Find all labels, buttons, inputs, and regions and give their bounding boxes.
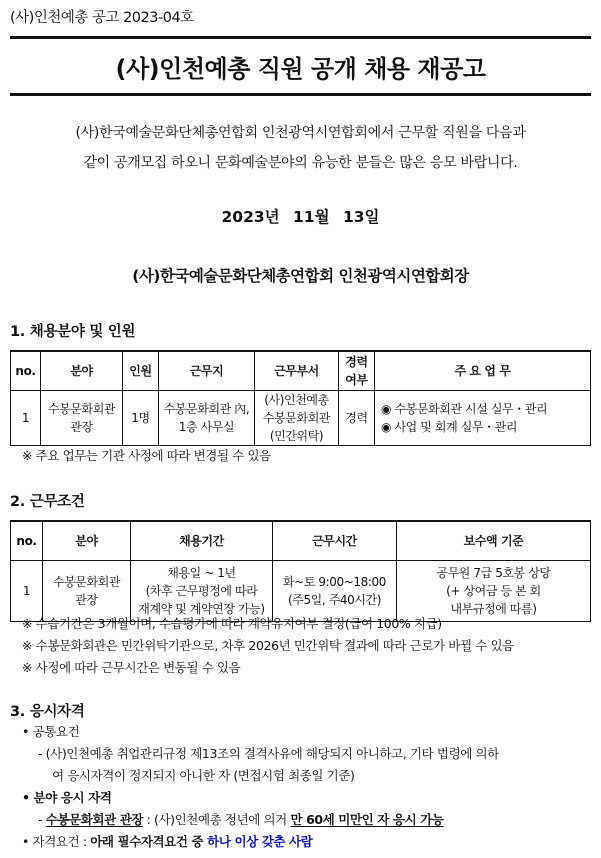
col-header-duties: 주 요 업 무 — [375, 351, 591, 391]
col-header-place: 근무지 — [159, 351, 255, 391]
common-requirements-label: • 공통요건 — [22, 722, 79, 740]
common-requirement-line-2: 여 응시자격이 정지되지 아니한 자 (면접시험 최종일 기준) — [52, 768, 355, 783]
cell-pay-line: 내부규정에 따름) — [450, 602, 537, 616]
table-header-row — [11, 521, 591, 561]
dash: - — [38, 812, 46, 827]
intro-line-1: (사)한국예술문화단체총연합회 인천광역시연합회에서 근무할 직원을 다음과 — [75, 125, 526, 141]
field-name: 수봉문화회관 관장 — [45, 812, 144, 827]
cell-field-line: 수봉문화회관 — [47, 402, 116, 416]
intro-paragraph — [14, 118, 587, 178]
requirements-bold: 아래 필수자격요건 중 — [90, 834, 208, 849]
section-2-note: ※ 수봉문화회관은 민간위탁기관으로, 차후 2026년 민간위탁 결과에 따라 근로가 바뀔 수 있음 — [22, 638, 514, 653]
requirements-prefix: 자격요건 : — [32, 834, 91, 849]
cell-dept-line: (민간위탁) — [269, 429, 324, 443]
cell-dept-line: (사)인천예총 — [264, 393, 329, 407]
organization-signature: (사)한국예술문화단체총연합회 인천광역시연합회장 — [132, 267, 469, 285]
section-1-title: 1. 채용분야 및 인원 — [10, 324, 136, 340]
cell-pay — [397, 561, 591, 622]
cell-period-line: (차후 근무평정에 따라 — [145, 584, 258, 598]
cell-place — [159, 391, 255, 446]
cell-place-line: 1층 사무실 — [178, 420, 235, 434]
cell-no: 1 — [11, 391, 41, 446]
cell-hours-line: 화~토 9:00~18:00 — [282, 575, 387, 589]
cell-field-line: 관장 — [70, 420, 93, 434]
section-2-note: ※ 사정에 따라 근무시간은 변동될 수 있음 — [22, 660, 241, 675]
cell-hours-line: (주5일, 주40시간) — [287, 593, 382, 607]
field-qualification-label: • 분야 응시 자격 — [22, 788, 112, 806]
section-3-title: 3. 응시자격 — [10, 704, 85, 720]
col-header-hours: 근무시간 — [273, 521, 397, 561]
col-header-count: 인원 — [123, 351, 159, 391]
cell-field-line: 수봉문화회관 — [52, 575, 121, 589]
requirements-highlight: 하나 이상 갖춘 사람 — [207, 834, 313, 849]
cell-field-line: 관장 — [75, 593, 98, 607]
section-2-title: 2. 근무조건 — [10, 494, 85, 510]
conditions-table — [10, 520, 591, 622]
field-qualification-text: : (사)인천예총 정년에 의거 — [143, 812, 291, 827]
table-header-row — [11, 351, 591, 391]
cell-field — [41, 391, 123, 446]
age-requirement: 만 60세 미만인 자 응시 가능 — [290, 812, 444, 827]
page-title: (사)인천예총 직원 공개 채용 재공고 — [10, 36, 591, 96]
intro-line-2: 같이 공개모집 하오니 문화예술분야의 유능한 분들은 많은 응모 바랍니다. — [83, 155, 518, 171]
section-1-note: ※ 주요 업무는 기관 사정에 따라 변경될 수 있음 — [22, 448, 271, 463]
table-row — [11, 561, 591, 622]
cell-pay-line: (+ 상여금 등 본 회 — [446, 584, 541, 598]
section-2-note: ※ 수습기간은 3개월이며, 수습평가에 따라 계약유지여부 결정(급여 100% 지급) — [22, 616, 442, 631]
col-header-career: 경력여부 — [339, 351, 375, 391]
common-requirement-line-1: - (사)인천예총 취업관리규정 제13조의 결격사유에 해당되지 아니하고, 기타 법령에 의하 — [38, 746, 499, 761]
cell-dept-line: 수봉문화회관 — [262, 411, 331, 425]
col-header-dept: 근무부서 — [255, 351, 339, 391]
cell-dept — [255, 391, 339, 446]
duty-item: ◉ 수봉문화회관 시설 실무・관리 — [381, 402, 548, 416]
cell-no: 1 — [11, 561, 43, 622]
field-qualification-line — [38, 810, 444, 828]
col-header-pay: 보수액 기준 — [397, 521, 591, 561]
cell-duties — [375, 391, 591, 446]
announcement-date: 2023년 11월 13일 — [221, 208, 380, 226]
cell-field — [43, 561, 131, 622]
col-header-no: no. — [11, 351, 41, 391]
cell-period — [131, 561, 273, 622]
col-header-field: 분야 — [43, 521, 131, 561]
table-row — [11, 391, 591, 446]
cell-period-line: 채용일 ~ 1년 — [167, 566, 236, 580]
duty-item: ◉ 사업 및 회계 실무・관리 — [381, 420, 518, 434]
cell-hours — [273, 561, 397, 622]
cell-pay-line: 공무원 7급 5호봉 상당 — [436, 566, 551, 580]
requirements-line — [22, 832, 312, 850]
col-header-field: 분야 — [41, 351, 123, 391]
document-number: (사)인천예총 공고 2023-04호 — [10, 10, 194, 26]
cell-period-line: 재계약 및 계약연장 가능) — [138, 602, 265, 616]
col-header-period: 채용기간 — [131, 521, 273, 561]
cell-count: 1명 — [123, 391, 159, 446]
cell-place-line: 수봉문화회관 內, — [163, 402, 250, 416]
cell-career: 경력 — [339, 391, 375, 446]
recruitment-table — [10, 350, 591, 446]
col-header-no: no. — [11, 521, 43, 561]
